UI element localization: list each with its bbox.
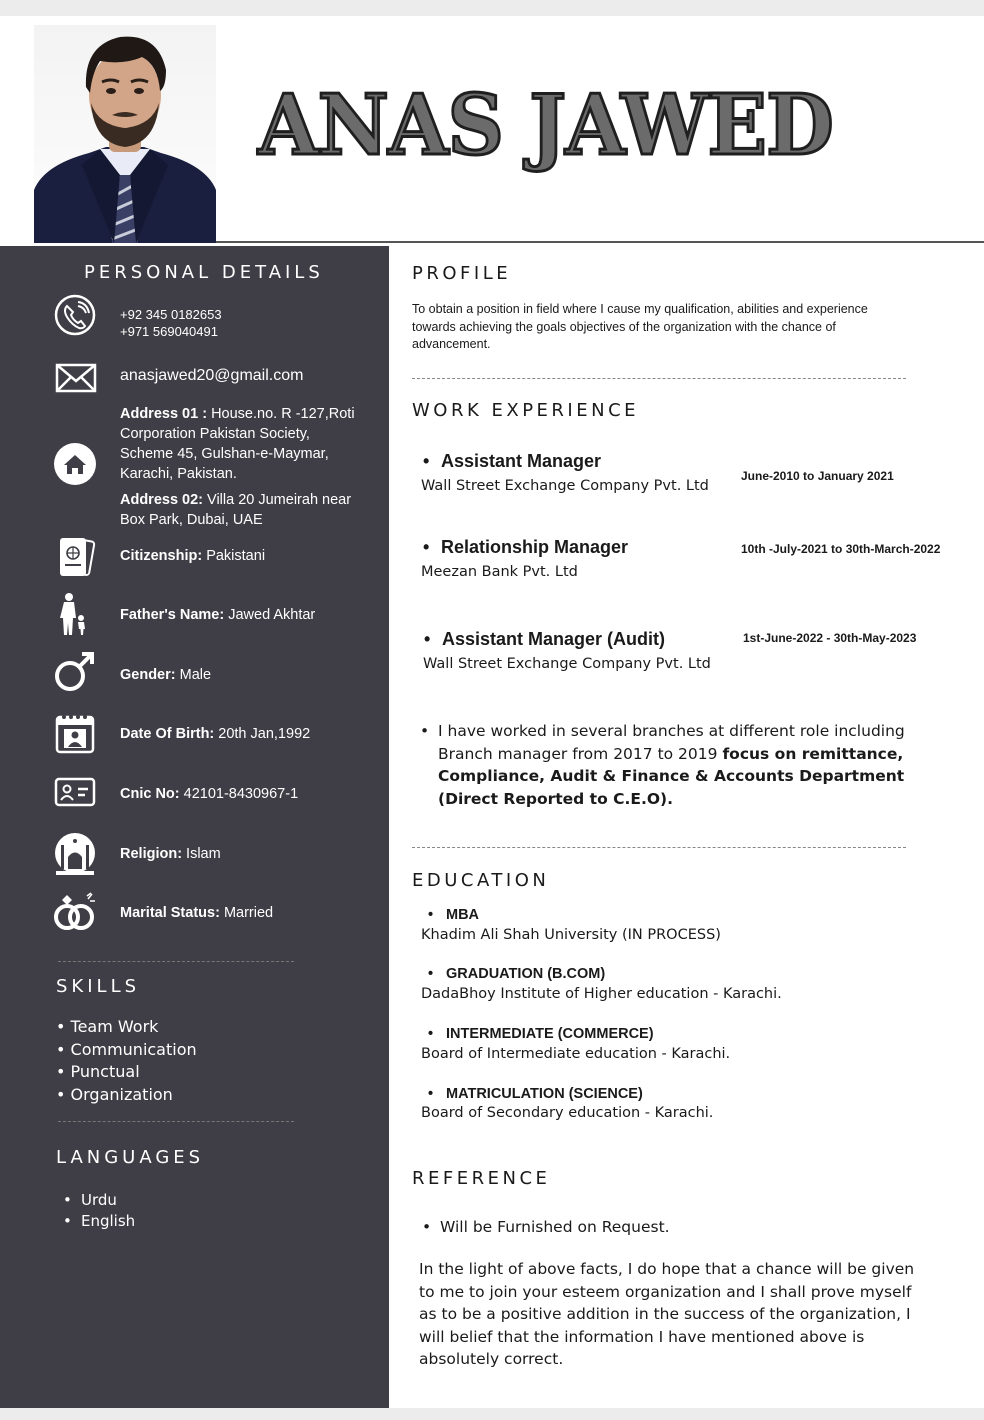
languages-heading: LANGUAGES [56, 1147, 205, 1168]
male-symbol-icon [52, 648, 98, 692]
citizenship: Citizenship: Pakistani [120, 548, 266, 564]
school: Khadim Ali Shah University (IN PROCESS) [421, 927, 721, 943]
religion: Religion: Islam [120, 846, 221, 862]
job-company: Wall Street Exchange Company Pvt. Ltd [421, 478, 709, 494]
job-title: • Assistant Manager [441, 451, 601, 472]
skills-list [56, 1016, 197, 1106]
degree: • GRADUATION (B.COM) [446, 966, 605, 982]
profile-photo [34, 25, 216, 243]
id-card-icon [52, 771, 98, 815]
list-item: • Punctual [56, 1062, 140, 1081]
closing-statement: In the light of above facts, I do hope that a chance will be given to me to join your esteem organization and I shall prove myself as to be a positive addition in the success of the organization, I will belief that the information I have mentioned above is absolutely correct. [419, 1260, 915, 1368]
reference-note: • Will be Furnished on Request. [440, 1218, 670, 1236]
home-icon [52, 442, 98, 486]
school: DadaBhoy Institute of Higher education - Karachi. [421, 986, 782, 1002]
gender: Gender: Male [120, 667, 212, 683]
sidebar-divider [58, 961, 294, 962]
job-dates: 1st-June-2022 - 30th-May-2023 [743, 631, 917, 645]
section-divider [412, 378, 906, 379]
address-2: Address 02: Villa 20 Jumeirah near Box Park, Dubai, UAE [120, 492, 352, 528]
phone-1: +92 345 0182653 [120, 307, 222, 322]
list-item: • English [81, 1211, 135, 1232]
marital-status: Marital Status: Married [120, 905, 274, 921]
list-item: • Communication [56, 1039, 197, 1059]
list-item: • Urdu [81, 1190, 135, 1211]
profile-heading: PROFILE [412, 263, 512, 284]
phone-2: +971 569040491 [120, 324, 218, 339]
school: Board of Intermediate education - Karachi. [421, 1046, 731, 1062]
education-heading: EDUCATION [412, 870, 550, 891]
reference-heading: REFERENCE [412, 1168, 551, 1189]
candidate-name: ANAS JAWED [258, 76, 833, 174]
job-title: • Assistant Manager (Audit) [442, 629, 665, 650]
skills-heading: SKILLS [56, 976, 141, 997]
job-company: Wall Street Exchange Company Pvt. Ltd [423, 656, 711, 672]
job-dates: 10th -July-2021 to 30th-March-2022 [741, 542, 941, 556]
list-item: • Team Work [56, 1017, 159, 1036]
wedding-rings-icon [52, 890, 98, 934]
job-dates: June-2010 to January 2021 [741, 469, 894, 483]
phone-icon [52, 293, 98, 337]
father-child-icon [52, 592, 98, 636]
date-of-birth: Date Of Birth: 20th Jan,1992 [120, 726, 311, 742]
address-1: Address 01 : House.no. R -127,Roti Corporation Pakistan Society, Scheme 45, Gulshan-e-Maymar, Karachi, Pakistan. [120, 406, 355, 482]
passport-icon [52, 534, 98, 578]
job-title: • Relationship Manager [441, 537, 628, 558]
header-divider [216, 241, 984, 243]
personal-details-heading: PERSONAL DETAILS [84, 262, 324, 283]
degree: • INTERMEDIATE (COMMERCE) [446, 1026, 654, 1042]
languages-list [81, 1190, 135, 1231]
job-company: Meezan Bank Pvt. Ltd [421, 564, 578, 580]
email: anasjawed20@gmail.com [120, 367, 304, 384]
envelope-icon [54, 360, 98, 396]
section-divider [412, 847, 906, 848]
calendar-icon [52, 711, 98, 755]
profile-text: To obtain a position in field where I cause my qualification, abilities and experience towards achieving the goals objectives of the organization with the chance of advancement. [412, 302, 868, 351]
work-summary: • I have worked in several branches at different role including Branch manager from 2017 to 2019 focus on remittance, Compliance, Audit & Finance & Accounts Department (Direct Reported to C.E.O). [438, 720, 943, 810]
school: Board of Secondary education - Karachi. [421, 1105, 714, 1121]
resume-page [0, 16, 984, 1408]
fathers-name: Father's Name: Jawed Akhtar [120, 607, 316, 623]
degree: • MBA [446, 907, 479, 923]
cnic-number: Cnic No: 42101-8430967-1 [120, 786, 299, 802]
work-experience-heading: WORK EXPERIENCE [412, 400, 640, 421]
sidebar-divider [58, 1121, 294, 1122]
list-item: • Organization [56, 1084, 173, 1104]
degree: • MATRICULATION (SCIENCE) [446, 1086, 643, 1102]
mosque-icon [52, 831, 98, 875]
sidebar [0, 246, 389, 1408]
